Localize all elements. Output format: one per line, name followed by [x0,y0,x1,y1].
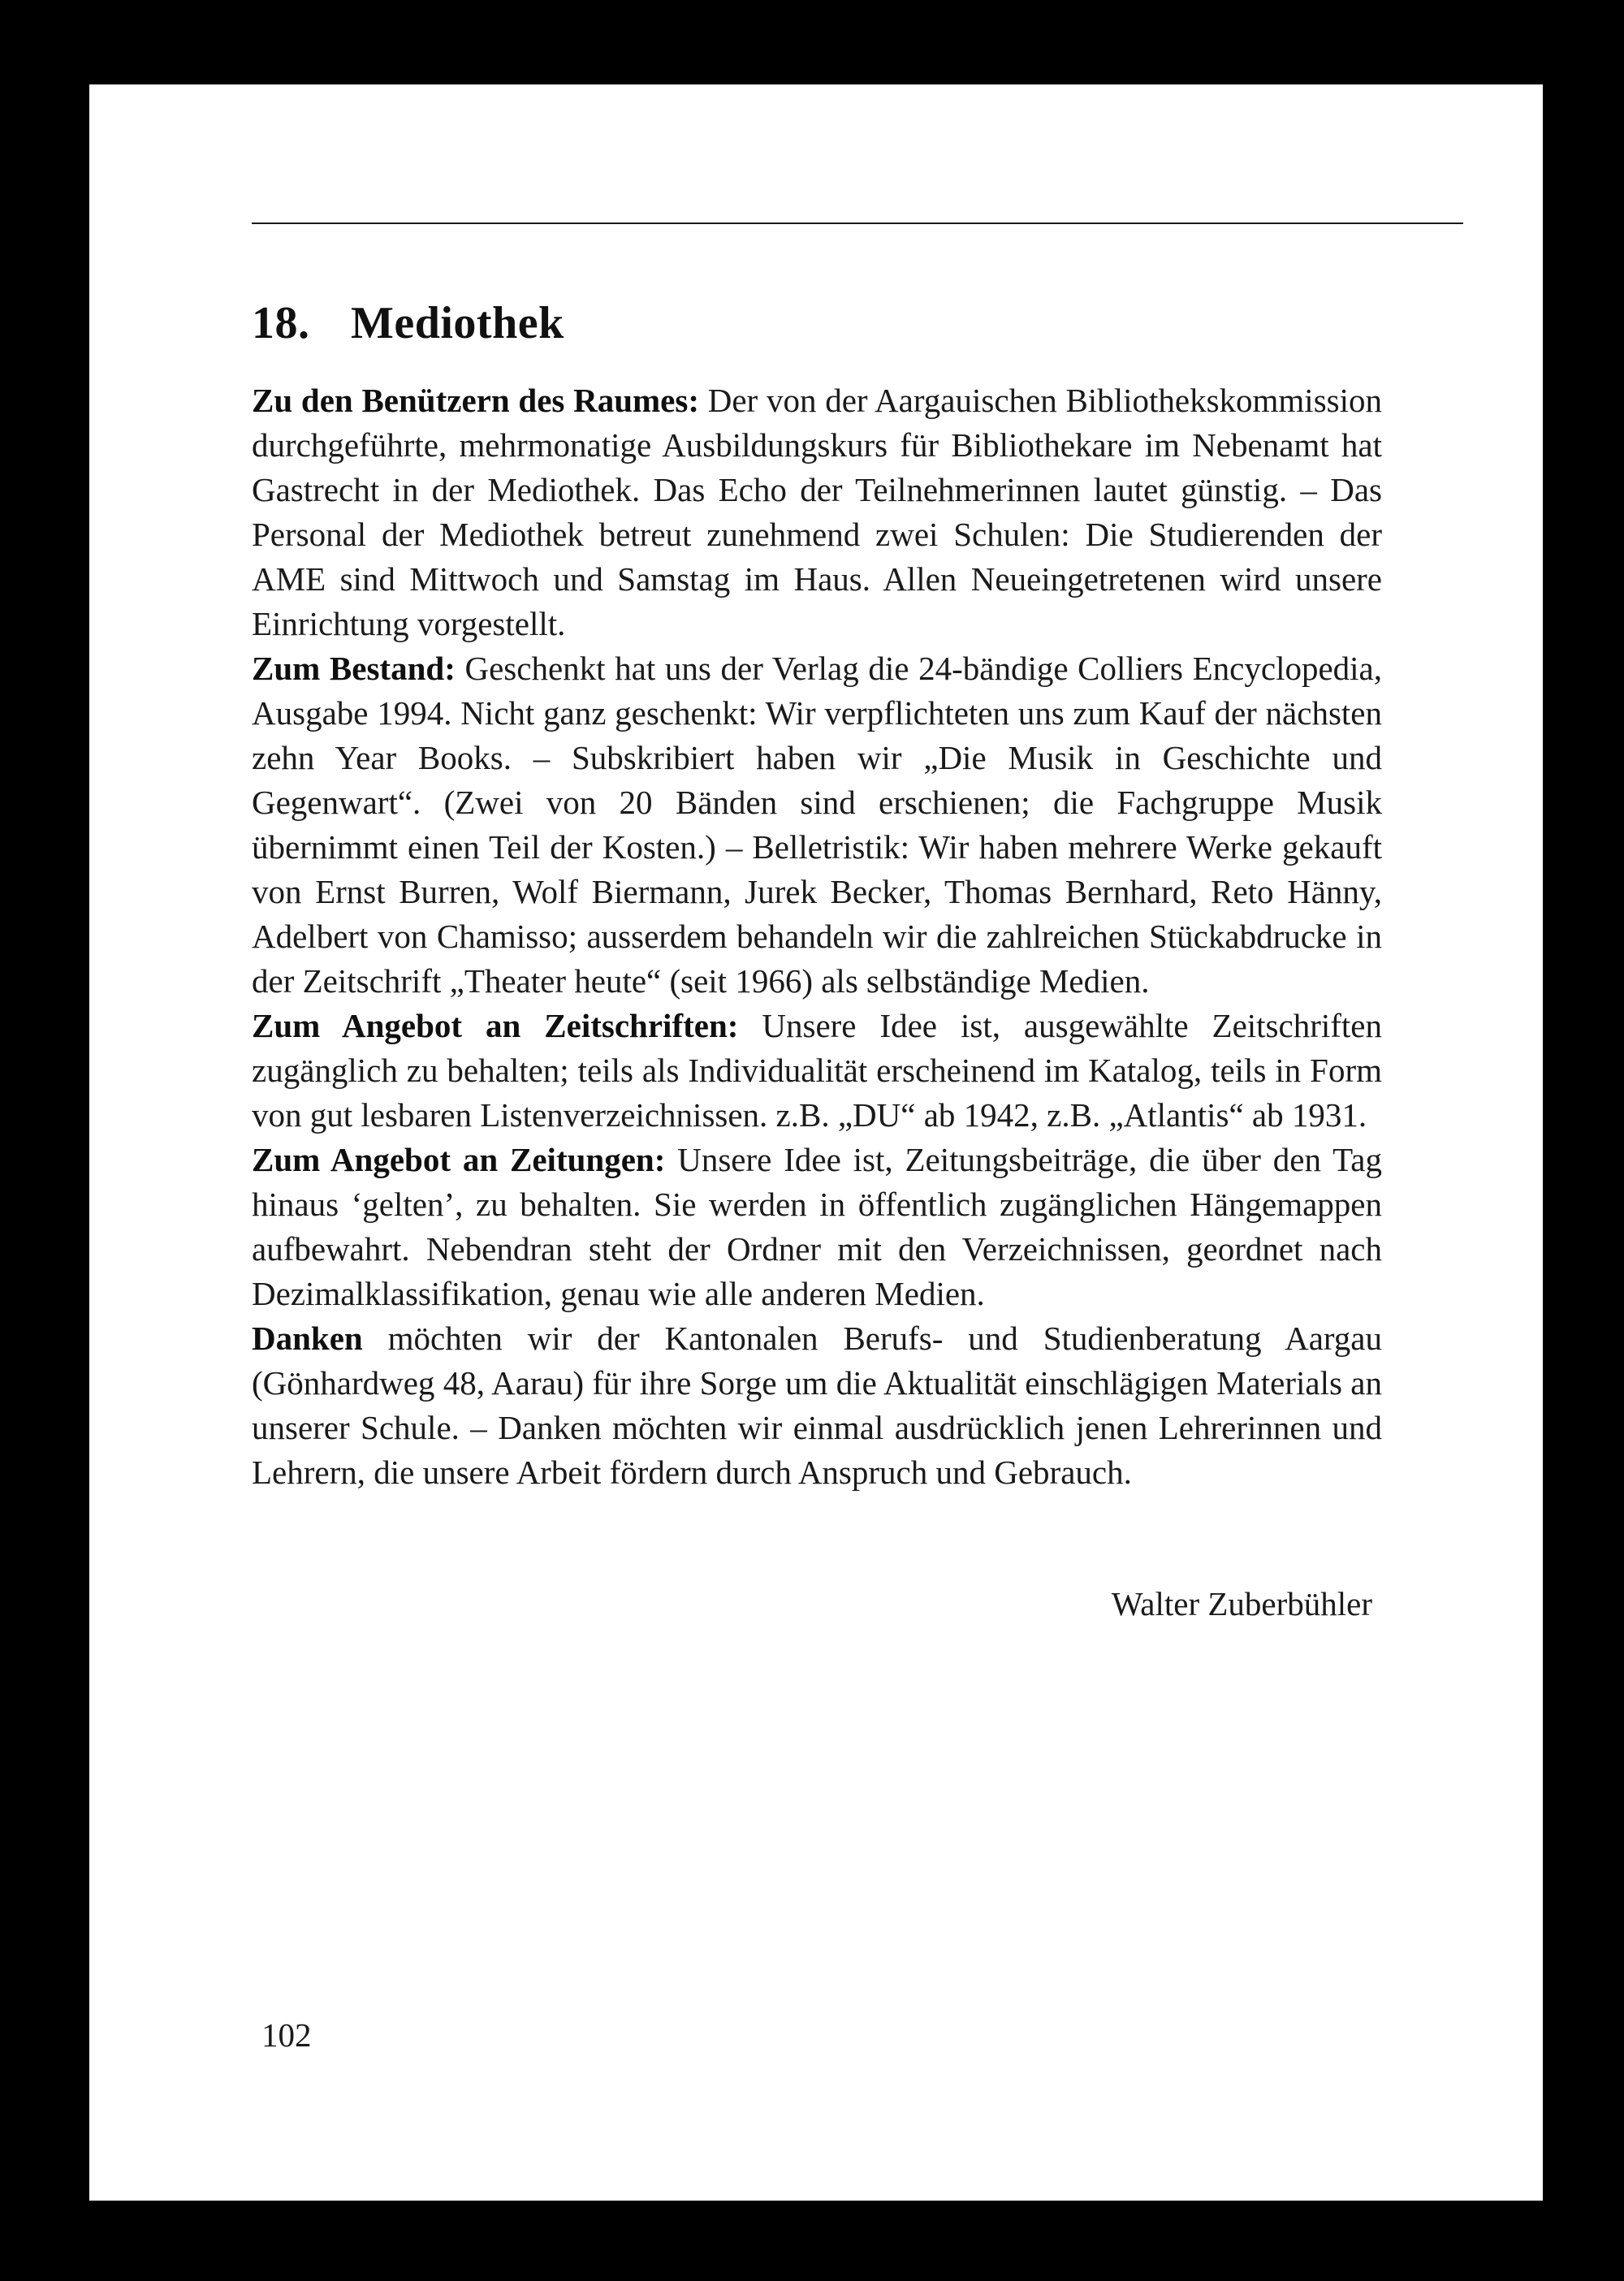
paragraph-zeitschriften [252,1004,1382,1138]
paragraph-danken [252,1316,1382,1495]
body-text [252,378,1382,1495]
author-signature: Walter Zuberbühler [1111,1585,1372,1622]
paragraph-zeitungen [252,1138,1382,1316]
paragraph-heading: Danken [252,1320,363,1357]
page-number: 102 [261,2016,312,2054]
paragraph-text: Unsere Idee ist, Zeitungsbeiträge, die über den Tag hinaus ‘gelten’, zu behalten. Sie werden in öffentlich zugänglichen Hängemappen aufbewahrt. Nebendran steht der Ordner mit den Verzeichnissen, geordnet nach Dezimalklassifikation, genau wie alle anderen Medien. [252,1141,1382,1312]
paragraph-heading: Zum Angebot an Zeitungen: [252,1141,666,1178]
paragraph-text: Unsere Idee ist, ausgewählte Zeitschriften zugänglich zu behalten; teils als Individualität erscheinend im Katalog, teils in Form von gut lesbaren Listenverzeichnissen. z.B. „DU“ ab 1942, z.B. „Atlantis“ ab 1931. [252,1007,1382,1134]
section-number: 18. [252,298,310,348]
paragraph-text: Geschenkt hat uns der Verlag die 24-bändige Colliers Encyclopedia, Ausgabe 1994. Nicht ganz geschenkt: Wir verpflichteten uns zum Kauf der nächsten zehn Year Books. – Subskribiert haben wir „Die Musik in Geschichte und Gegenwart“. (Zwei von 20 Bänden sind erschienen; die Fachgruppe Musik übernimmt einen Teil der Kosten.) – Belletristik: Wir haben mehrere Werke gekauft von Ernst Burren, Wolf Biermann, Jurek Becker, Thomas Bernhard, Reto Hänny, Adelbert von Chamisso; ausserdem behandeln wir die zahlreichen Stückabdrucke in der Zeitschrift „Theater heute“ (seit 1966) als selbständige Medien. [252,650,1383,1000]
paragraph-heading: Zum Angebot an Zeitschriften: [252,1007,739,1044]
header-rule [252,222,1463,224]
paragraph-benuetzer [252,378,1382,646]
paragraph-heading: Zum Bestand: [252,650,456,687]
document-page [89,84,1543,2201]
section-title: Mediothek [351,298,564,348]
section-heading [252,297,564,349]
paragraph-bestand [252,646,1382,1004]
paragraph-text: Der von der Aargauischen Bibliothekskommission durchgeführte, mehrmonatige Ausbildungskurs für Bibliothekare im Nebenamt hat Gastrecht in der Mediothek. Das Echo der Teilnehmerinnen lautet günstig. – Das Personal der Mediothek betreut zunehmend zwei Schulen: Die Studierenden der AME sind Mittwoch und Samstag im Haus. Allen Neueingetretenen wird unsere Einrichtung vorgestellt. [252,382,1383,642]
paragraph-text: möchten wir der Kantonalen Berufs- und Studienberatung Aargau (Gönhardweg 48, Aarau) für ihre Sorge um die Aktualität einschlägigen Materials an unserer Schule. – Danken möchten wir einmal ausdrücklich jenen Lehrerinnen und Lehrern, die unsere Arbeit fördern durch Anspruch und Gebrauch. [252,1320,1383,1491]
paragraph-heading: Zu den Benützern des Raumes: [252,382,699,419]
